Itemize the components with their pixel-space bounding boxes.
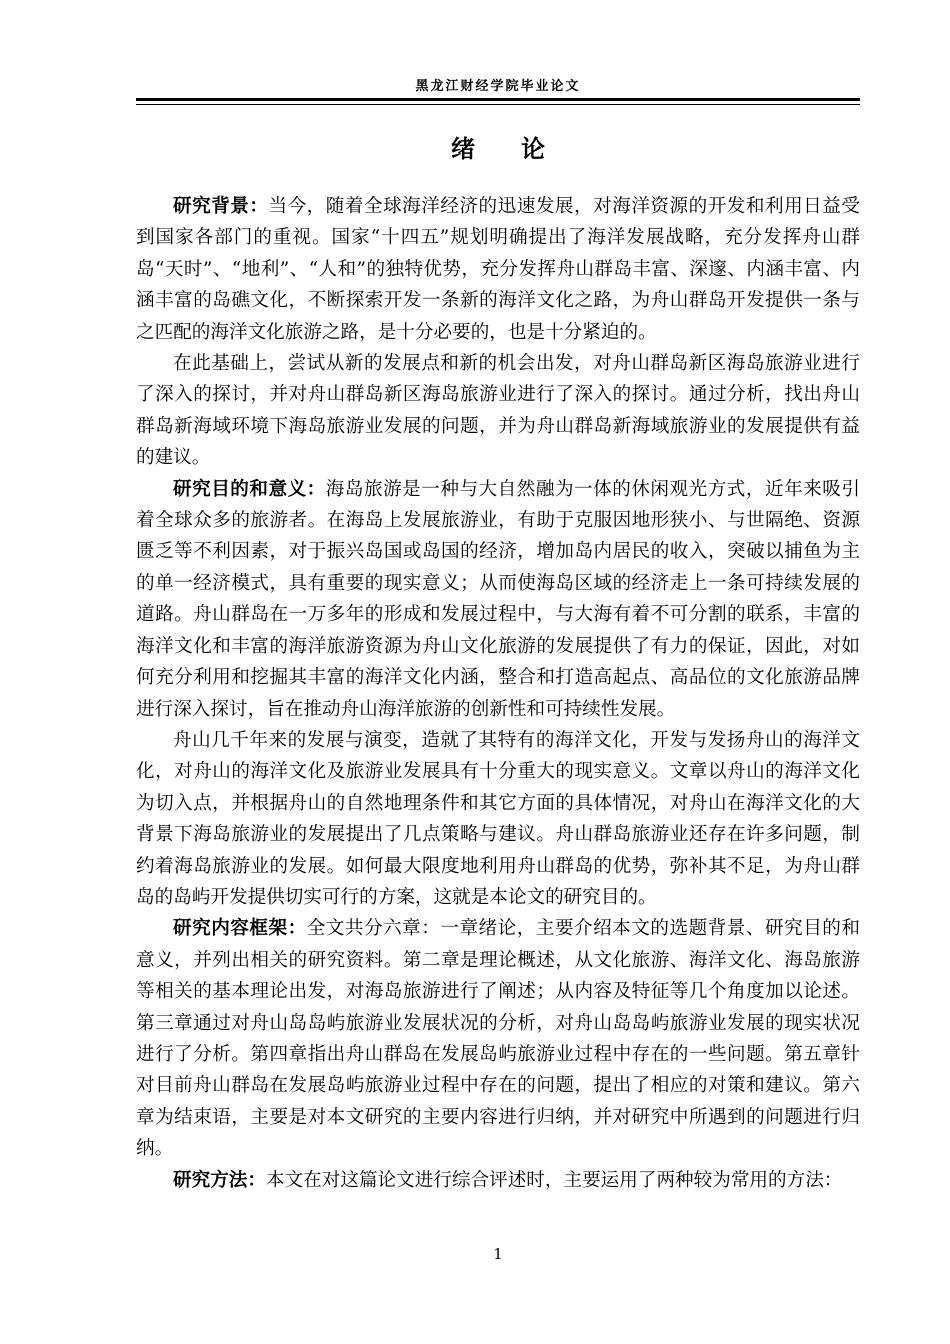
paragraph-purpose [136, 474, 860, 725]
paragraph-approach [136, 348, 860, 474]
header-rule-thick [136, 98, 860, 101]
body-text [136, 191, 860, 1196]
paragraph-methods [136, 1165, 860, 1196]
paragraph-text: 本文在对这篇论文进行综合评述时，主要运用了两种较为常用的方法： [265, 1169, 843, 1191]
paragraph-text: 海岛旅游是一种与大自然融为一体的休闲观光方式，近年来吸引着全球众多的旅游者。在海岛上发展旅游业，有助于克服因地形狭小、与世隔绝、资源匮乏等不利因素，对于振兴岛国或岛国的经济，增加岛内居民的收入，突破以捕鱼为主的单一经济模式，具有重要的现实意义；从而使海岛区域的经济走上一条可持续发展的道路。舟山群岛在一万多年的形成和发展过程中，与大海有着不可分割的联系，丰富的海洋文化和丰富的海洋旅游资源为舟山文化旅游的发展提供了有力的保证，因此，对如何充分利用和挖掘其丰富的海洋文化内涵，整合和打造高起点、高品位的文化旅游品牌进行深入探讨，旨在推动舟山海洋旅游的创新性和可持续性发展。 [136, 478, 860, 720]
paragraph-lead: 研究目的和意义： [173, 478, 326, 500]
paragraph-text: 当今，随着全球海洋经济的迅速发展，对海洋资源的开发和利用日益受到国家各部门的重视。国家“十四五”规划明确提出了海洋发展战略，充分发挥舟山群岛“天时”、“地利”、“人和”的独特优势，充分发挥舟山群岛丰富、深邃、内涵丰富、内涵丰富的岛礁文化，不断探索开发一条新的海洋文化之路，为舟山群岛开发提供一条与之匹配的海洋文化旅游之路，是十分必要的，也是十分紧迫的。 [136, 196, 860, 343]
paragraph-text: 全文共分六章：一章绪论，主要介绍本文的选题背景、研究目的和意义，并列出相关的研究资料。第二章是理论概述，从文化旅游、海洋文化、海岛旅游等相关的基本理论出发，对海岛旅游进行了阐述；从内容及特征等几个角度加以论述。第三章通过对舟山岛岛屿旅游业发展状况的分析，对舟山岛岛屿旅游业发展的现实状况进行了分析。第四章指出舟山群岛在发展岛屿旅游业过程中存在的一些问题。第五章针对目前舟山群岛在发展岛屿旅游业过程中存在的问题，提出了相应的对策和建议。第六章为结束语，主要是对本文研究的主要内容进行归纳，并对研究中所遇到的问题进行归纳。 [136, 918, 860, 1160]
paragraph-background [136, 191, 860, 348]
running-header: 黑龙江财经学院毕业论文 [415, 79, 581, 94]
paragraph-significance [136, 725, 860, 913]
paragraph-lead: 研究背景： [173, 196, 269, 217]
paragraph-framework [136, 913, 860, 1164]
paragraph-lead: 研究方法： [173, 1169, 266, 1191]
paragraph-text: 舟山几千年来的发展与演变，造就了其特有的海洋文化，开发与发扬舟山的海洋文化，对舟山的海洋文化及旅游业发展具有十分重大的现实意义。文章以舟山的海洋文化为切入点，并根据舟山的自然地理条件和其它方面的具体情况，对舟山在海洋文化的大背景下海岛旅游业的发展提出了几点策略与建议。舟山群岛旅游业还存在许多问题，制约着海岛旅游业的发展。如何最大限度地利用舟山群岛的优势，弥补其不足，为舟山群岛的岛屿开发提供切实可行的方案，这就是本论文的研究目的。 [136, 729, 860, 908]
chapter-title-char-1: 绪 [451, 134, 475, 163]
header-rule-thin [136, 104, 860, 105]
page-number: 1 [493, 1245, 503, 1263]
chapter-title [136, 133, 860, 165]
paragraph-text: 在此基础上，尝试从新的发展点和新的机会出发，对舟山群岛新区海岛旅游业进行了深入的探讨，并对舟山群岛新区海岛旅游业进行了深入的探讨。通过分析，找出舟山群岛新海域环境下海岛旅游业发展的问题，并为舟山群岛新海域旅游业的发展提供有益的建议。 [136, 353, 860, 469]
paragraph-lead: 研究内容框架： [173, 918, 307, 940]
chapter-title-char-2: 论 [521, 134, 545, 163]
